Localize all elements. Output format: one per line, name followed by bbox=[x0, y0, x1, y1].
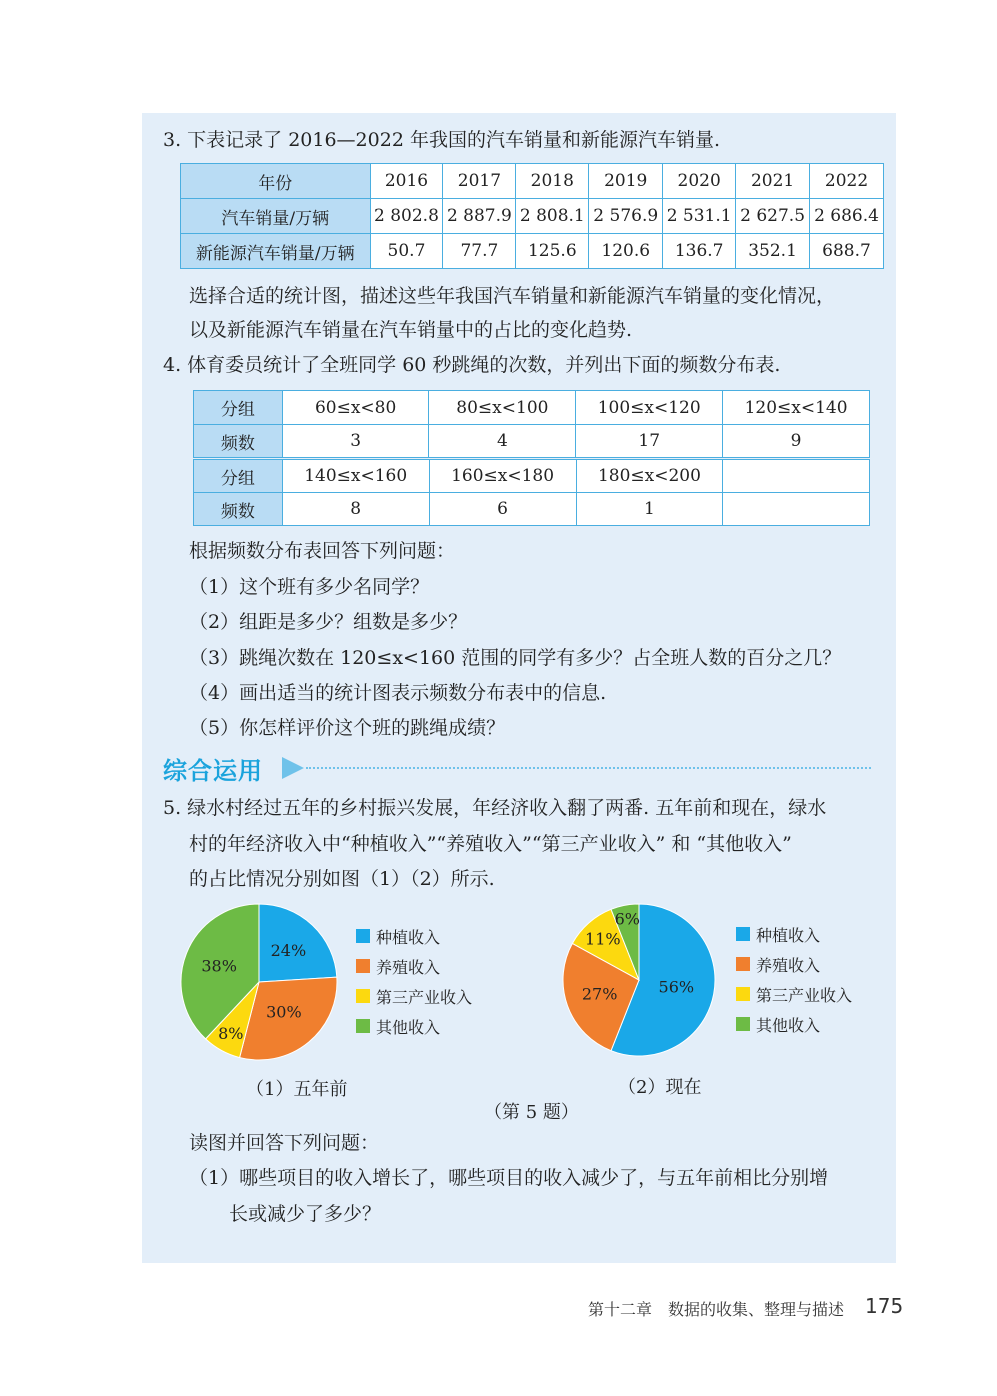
table-row bbox=[181, 199, 884, 234]
legend-label: 其他收入 bbox=[376, 1017, 441, 1037]
year-cell: 2017 bbox=[443, 164, 516, 199]
year-cell: 2016 bbox=[370, 164, 443, 199]
q3-sales-table bbox=[180, 163, 884, 269]
value-cell: 352.1 bbox=[736, 234, 810, 269]
row-label-car-sales: 汽车销量/万辆 bbox=[181, 199, 371, 234]
freq-cell: 4 bbox=[429, 425, 576, 458]
q4-question-4: （4）画出适当的统计图表示频数分布表中的信息. bbox=[189, 682, 607, 704]
freq-label-cell: 频数 bbox=[194, 493, 283, 526]
q5-stem-line1: 5. 绿水村经过五年的乡村振兴发展，年经济收入翻了两番. 五年前和现在，绿水 bbox=[163, 797, 827, 819]
value-cell: 136.7 bbox=[663, 234, 736, 269]
group-cell: 180≤x<200 bbox=[576, 460, 723, 493]
value-cell: 2 627.5 bbox=[736, 199, 810, 234]
freq-cell: 17 bbox=[576, 425, 723, 458]
table-row bbox=[194, 493, 870, 526]
pie-chart-now bbox=[555, 898, 725, 1063]
q4-frequency-table-part1 bbox=[193, 390, 870, 458]
chapter-footer: 第十二章 数据的收集、整理与描述 bbox=[588, 1300, 845, 1319]
value-cell: 688.7 bbox=[810, 234, 884, 269]
legend-swatch-planting bbox=[356, 929, 370, 943]
legend-item bbox=[736, 949, 852, 979]
value-cell: 120.6 bbox=[589, 234, 663, 269]
legend-item bbox=[356, 981, 472, 1011]
year-header-cell: 年份 bbox=[181, 164, 371, 199]
legend-label: 养殖收入 bbox=[376, 957, 441, 977]
q5-intro: 读图并回答下列问题： bbox=[189, 1132, 380, 1154]
q4-question-3: （3）跳绳次数在 120≤x<160 范围的同学有多少？占全班人数的百分之几？ bbox=[189, 647, 842, 669]
freq-cell bbox=[723, 493, 870, 526]
group-cell: 80≤x<100 bbox=[429, 391, 576, 425]
legend-item bbox=[736, 1009, 852, 1039]
section-heading: 综合运用 bbox=[163, 757, 263, 785]
q4-frequency-table-part2 bbox=[193, 459, 870, 526]
group-label-cell: 分组 bbox=[194, 391, 283, 425]
q4-stem: 4. 体育委员统计了全班同学 60 秒跳绳的次数，并列出下面的频数分布表. bbox=[163, 354, 781, 376]
table-row bbox=[194, 425, 870, 458]
pie-label-breeding: 27% bbox=[581, 984, 618, 1004]
q3-instruction-line2: 以及新能源汽车销量在汽车销量中的占比的变化趋势. bbox=[189, 319, 633, 341]
chart2-caption: （2）现在 bbox=[618, 1077, 702, 1098]
legend-item bbox=[736, 919, 852, 949]
value-cell: 77.7 bbox=[443, 234, 516, 269]
value-cell: 2 531.1 bbox=[663, 199, 736, 234]
q5-stem-line3: 的占比情况分别如图（1）（2）所示. bbox=[189, 868, 495, 890]
legend-swatch-other bbox=[356, 1019, 370, 1033]
year-cell: 2021 bbox=[736, 164, 810, 199]
group-cell bbox=[723, 460, 870, 493]
year-cell: 2018 bbox=[516, 164, 589, 199]
legend-swatch-breeding bbox=[736, 957, 750, 971]
year-cell: 2022 bbox=[810, 164, 884, 199]
group-cell: 120≤x<140 bbox=[723, 391, 870, 425]
chart1-caption: （1）五年前 bbox=[246, 1079, 348, 1100]
q4-question-1: （1）这个班有多少名同学？ bbox=[189, 576, 430, 598]
legend-label: 种植收入 bbox=[756, 925, 821, 945]
group-cell: 60≤x<80 bbox=[282, 391, 429, 425]
legend-item bbox=[356, 921, 472, 951]
group-cell: 140≤x<160 bbox=[282, 460, 429, 493]
q5-question1-line1: （1）哪些项目的收入增长了，哪些项目的收入减少了，与五年前相比分别增 bbox=[189, 1167, 829, 1189]
q4-intro: 根据频数分布表回答下列问题： bbox=[189, 540, 456, 562]
legend-swatch-tertiary bbox=[356, 989, 370, 1003]
freq-cell: 3 bbox=[282, 425, 429, 458]
legend-label: 第三产业收入 bbox=[376, 987, 473, 1007]
freq-label-cell: 频数 bbox=[194, 425, 283, 458]
q3-stem: 3. 下表记录了 2016—2022 年我国的汽车销量和新能源汽车销量. bbox=[163, 129, 720, 151]
dotted-divider bbox=[306, 767, 871, 769]
legend-label: 养殖收入 bbox=[756, 955, 821, 975]
pie-label-breeding: 30% bbox=[266, 1002, 302, 1022]
legend-swatch-breeding bbox=[356, 959, 370, 973]
q3-header-row bbox=[181, 164, 884, 199]
value-cell: 2 887.9 bbox=[443, 199, 516, 234]
row-label-nev-sales: 新能源汽车销量/万辆 bbox=[181, 234, 371, 269]
table-row bbox=[181, 234, 884, 269]
q4-question-5: （5）你怎样评价这个班的跳绳成绩？ bbox=[189, 717, 506, 739]
pie-label-tertiary: 11% bbox=[585, 929, 621, 949]
legend-chart2 bbox=[736, 919, 852, 1039]
legend-swatch-tertiary bbox=[736, 987, 750, 1001]
group-label-cell: 分组 bbox=[194, 460, 283, 493]
legend-chart1 bbox=[356, 921, 472, 1041]
legend-label: 其他收入 bbox=[756, 1015, 821, 1035]
legend-swatch-planting bbox=[736, 927, 750, 941]
q3-instruction-line1: 选择合适的统计图，描述这些年我国汽车销量和新能源汽车销量的变化情况， bbox=[189, 285, 836, 307]
play-triangle-icon bbox=[282, 757, 304, 779]
freq-cell: 6 bbox=[429, 493, 576, 526]
value-cell: 50.7 bbox=[370, 234, 443, 269]
pie-chart-five-years-ago bbox=[175, 900, 345, 1065]
value-cell: 125.6 bbox=[516, 234, 589, 269]
pie-label-other: 38% bbox=[201, 956, 237, 976]
legend-item bbox=[736, 979, 852, 1009]
freq-cell: 1 bbox=[576, 493, 723, 526]
legend-label: 第三产业收入 bbox=[756, 985, 853, 1005]
legend-item bbox=[356, 951, 472, 981]
legend-label: 种植收入 bbox=[376, 927, 441, 947]
value-cell: 2 686.4 bbox=[810, 199, 884, 234]
pie-label-other: 6% bbox=[614, 909, 641, 929]
group-cell: 100≤x<120 bbox=[576, 391, 723, 425]
legend-item bbox=[356, 1011, 472, 1041]
pie-label-planting: 24% bbox=[270, 941, 307, 961]
freq-cell: 8 bbox=[282, 493, 429, 526]
value-cell: 2 802.8 bbox=[370, 199, 443, 234]
page-number: 175 bbox=[865, 1294, 904, 1318]
pie-label-tertiary: 8% bbox=[218, 1023, 244, 1043]
legend-swatch-other bbox=[736, 1017, 750, 1031]
year-cell: 2020 bbox=[663, 164, 736, 199]
group-cell: 160≤x<180 bbox=[429, 460, 576, 493]
value-cell: 2 808.1 bbox=[516, 199, 589, 234]
pie-label-planting: 56% bbox=[658, 977, 695, 997]
figure-label: （第 5 题） bbox=[484, 1102, 579, 1123]
table-row bbox=[194, 391, 870, 425]
q5-question1-line2: 长或减少了多少？ bbox=[229, 1203, 382, 1225]
q4-question-2: （2）组距是多少？组数是多少？ bbox=[189, 611, 468, 633]
q5-stem-line2: 村的年经济收入中“种植收入”“养殖收入”“第三产业收入” 和 “其他收入” bbox=[189, 833, 792, 855]
value-cell: 2 576.9 bbox=[589, 199, 663, 234]
freq-cell: 9 bbox=[723, 425, 870, 458]
table-row bbox=[194, 460, 870, 493]
year-cell: 2019 bbox=[589, 164, 663, 199]
